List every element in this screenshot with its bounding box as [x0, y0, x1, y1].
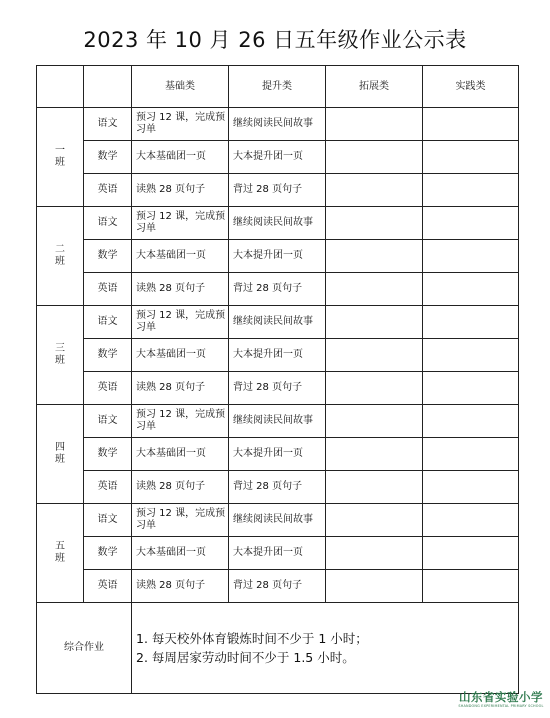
class-name-line: 班	[55, 454, 65, 465]
basic-task-cell: 读熟 28 页句子	[132, 174, 229, 207]
practice-task-cell	[423, 273, 519, 306]
practice-task-cell	[423, 339, 519, 372]
subject-cell: 数学	[84, 537, 132, 570]
practice-task-cell	[423, 108, 519, 141]
logo-name: 山东省实验小学	[459, 690, 543, 704]
homework-table	[36, 65, 519, 694]
practice-task-cell	[423, 306, 519, 339]
logo-english: SHANDONG EXPERIMENTAL PRIMARY SCHOOL	[458, 704, 544, 708]
subject-cell: 英语	[84, 570, 132, 603]
extend-task-cell	[326, 504, 423, 537]
practice-task-cell	[423, 471, 519, 504]
basic-task-cell: 读熟 28 页句子	[132, 372, 229, 405]
basic-task-cell: 预习 12 课，完成预习单	[132, 504, 229, 537]
improve-task-cell: 继续阅读民间故事	[229, 504, 326, 537]
class-name-line: 三	[55, 343, 65, 354]
practice-task-cell	[423, 141, 519, 174]
table-row	[37, 471, 519, 504]
page-title: 2023 年 10 月 26 日五年级作业公示表	[83, 28, 467, 52]
extend-task-cell	[326, 339, 423, 372]
table-row	[37, 504, 519, 537]
basic-task-cell: 预习 12 课，完成预习单	[132, 306, 229, 339]
practice-task-cell	[423, 207, 519, 240]
header-practice: 实践类	[423, 66, 519, 108]
subject-cell: 语文	[84, 405, 132, 438]
header-improve: 提升类	[229, 66, 326, 108]
subject-cell: 数学	[84, 339, 132, 372]
subject-cell: 英语	[84, 174, 132, 207]
improve-task-cell: 继续阅读民间故事	[229, 207, 326, 240]
extend-task-cell	[326, 537, 423, 570]
table-row	[37, 240, 519, 273]
class-cell	[37, 108, 84, 207]
improve-task-cell: 大本提升团一页	[229, 240, 326, 273]
class-cell	[37, 504, 84, 603]
class-name-line: 班	[55, 553, 65, 564]
improve-task-cell: 背过 28 页句子	[229, 570, 326, 603]
extend-task-cell	[326, 174, 423, 207]
subject-cell: 语文	[84, 306, 132, 339]
improve-task-cell: 大本提升团一页	[229, 141, 326, 174]
practice-task-cell	[423, 504, 519, 537]
practice-task-cell	[423, 174, 519, 207]
extend-task-cell	[326, 471, 423, 504]
extend-task-cell	[326, 438, 423, 471]
extend-task-cell	[326, 141, 423, 174]
basic-task-cell: 预习 12 课，完成预习单	[132, 207, 229, 240]
header-extend: 拓展类	[326, 66, 423, 108]
subject-cell: 数学	[84, 438, 132, 471]
table-row	[37, 372, 519, 405]
practice-task-cell	[423, 537, 519, 570]
class-cell	[37, 306, 84, 405]
comprehensive-line: 1. 每天校外体育锻炼时间不少于 1 小时；	[136, 631, 368, 646]
table-row	[37, 537, 519, 570]
improve-task-cell: 大本提升团一页	[229, 537, 326, 570]
header-empty-cell	[84, 66, 132, 108]
comprehensive-line: 2. 每周居家劳动时间不少于 1.5 小时。	[136, 650, 355, 665]
extend-task-cell	[326, 306, 423, 339]
basic-task-cell: 大本基础团一页	[132, 339, 229, 372]
table-row	[37, 405, 519, 438]
basic-task-cell: 大本基础团一页	[132, 141, 229, 174]
table-row	[37, 108, 519, 141]
class-name-line: 二	[55, 244, 65, 255]
comprehensive-label: 综合作业	[37, 603, 132, 694]
practice-task-cell	[423, 372, 519, 405]
header-basic: 基础类	[132, 66, 229, 108]
header-empty-cell	[37, 66, 84, 108]
improve-task-cell: 继续阅读民间故事	[229, 405, 326, 438]
subject-cell: 英语	[84, 372, 132, 405]
subject-cell: 语文	[84, 207, 132, 240]
table-row	[37, 570, 519, 603]
basic-task-cell: 大本基础团一页	[132, 537, 229, 570]
extend-task-cell	[326, 240, 423, 273]
table-row	[37, 141, 519, 174]
class-name-line: 班	[55, 355, 65, 366]
subject-cell: 数学	[84, 141, 132, 174]
table-row	[37, 174, 519, 207]
extend-task-cell	[326, 108, 423, 141]
basic-task-cell: 读熟 28 页句子	[132, 273, 229, 306]
class-name-line: 班	[55, 256, 65, 267]
improve-task-cell: 背过 28 页句子	[229, 174, 326, 207]
subject-cell: 英语	[84, 471, 132, 504]
extend-task-cell	[326, 570, 423, 603]
basic-task-cell: 大本基础团一页	[132, 438, 229, 471]
class-name-line: 五	[55, 541, 65, 552]
practice-task-cell	[423, 240, 519, 273]
class-cell	[37, 405, 84, 504]
class-cell	[37, 207, 84, 306]
table-row	[37, 306, 519, 339]
comprehensive-row	[37, 603, 519, 694]
extend-task-cell	[326, 207, 423, 240]
subject-cell: 语文	[84, 108, 132, 141]
improve-task-cell: 继续阅读民间故事	[229, 108, 326, 141]
comprehensive-text	[132, 603, 519, 694]
school-logo	[451, 691, 550, 709]
basic-task-cell: 读熟 28 页句子	[132, 471, 229, 504]
improve-task-cell: 继续阅读民间故事	[229, 306, 326, 339]
class-name-line: 班	[55, 157, 65, 168]
table-row	[37, 438, 519, 471]
table-row	[37, 339, 519, 372]
practice-task-cell	[423, 438, 519, 471]
subject-cell: 英语	[84, 273, 132, 306]
subject-cell: 数学	[84, 240, 132, 273]
table-row	[37, 207, 519, 240]
class-name-line: 一	[55, 145, 65, 156]
improve-task-cell: 大本提升团一页	[229, 438, 326, 471]
class-name-line: 四	[55, 442, 65, 453]
extend-task-cell	[326, 372, 423, 405]
extend-task-cell	[326, 405, 423, 438]
improve-task-cell: 背过 28 页句子	[229, 273, 326, 306]
improve-task-cell: 背过 28 页句子	[229, 372, 326, 405]
improve-task-cell: 大本提升团一页	[229, 339, 326, 372]
basic-task-cell: 读熟 28 页句子	[132, 570, 229, 603]
improve-task-cell: 背过 28 页句子	[229, 471, 326, 504]
extend-task-cell	[326, 273, 423, 306]
practice-task-cell	[423, 570, 519, 603]
practice-task-cell	[423, 405, 519, 438]
table-row	[37, 273, 519, 306]
basic-task-cell: 大本基础团一页	[132, 240, 229, 273]
basic-task-cell: 预习 12 课，完成预习单	[132, 108, 229, 141]
header-row	[37, 66, 519, 108]
subject-cell: 语文	[84, 504, 132, 537]
basic-task-cell: 预习 12 课，完成预习单	[132, 405, 229, 438]
